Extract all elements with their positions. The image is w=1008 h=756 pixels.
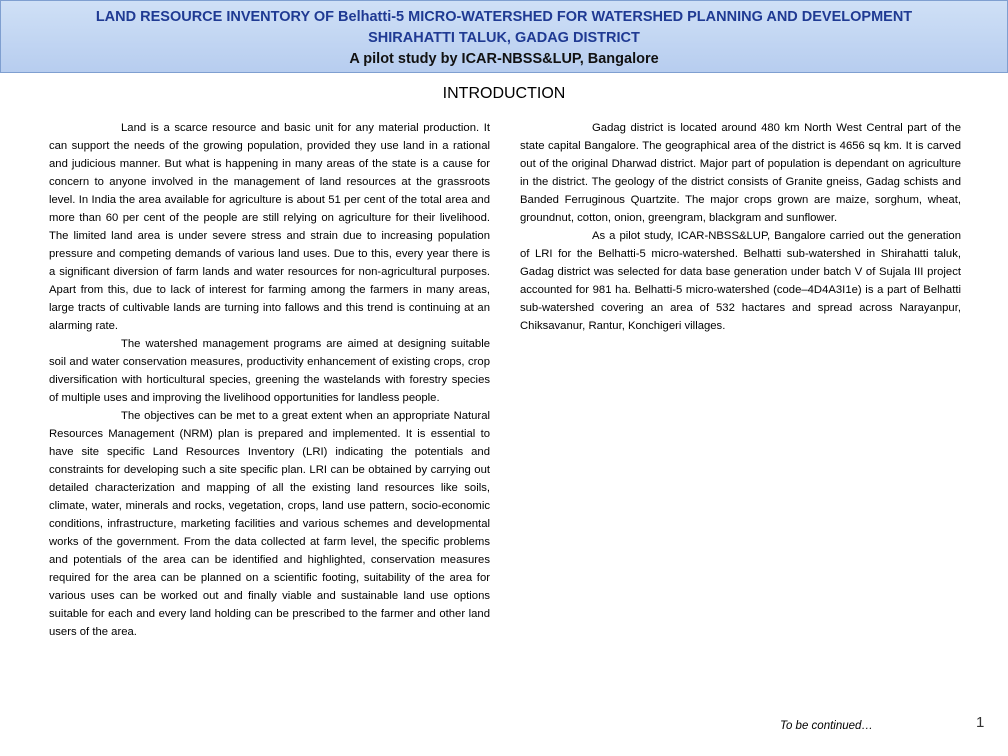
paragraph: The watershed management programs are aimed at designing suitable soil and water conservation measures, productivity enhancement of existing crops, crop diversification with horticultural species, greening the wastelands with forestry species of multiple uses and improving the livelihood opportunities for landless people.: [49, 338, 490, 404]
title-banner: [0, 0, 1008, 73]
document-title: LAND RESOURCE INVENTORY OF Belhatti-5 MICRO-WATERSHED FOR WATERSHED PLANNING AND DEVELOPMENT: [95, 9, 913, 25]
paragraph: As a pilot study, ICAR-NBSS&LUP, Bangalore carried out the generation of LRI for the Belhatti-5 micro-watershed. Belhatti sub-watershed in Shirahatti taluk, Gadag district was selected for data base generation under batch V of Sujala III project accounted for 981 ha. Belhatti-5 micro-watershed (code–4D4A3I1e) is a part of Belhatti sub-watershed covering an area of 532 hactares and spread across Narayanpur, Chiksavanur, Rantur, Konchigeri villages.: [520, 230, 961, 332]
location-subtitle: SHIRAHATTI TALUK, GADAG DISTRICT: [368, 30, 640, 46]
left-text-column: [49, 119, 490, 641]
paragraph: Gadag district is located around 480 km North West Central part of the state capital Bangalore. The geographical area of the district is 4656 sq km. It is carved out of the original Dharwad district. Major part of population is dependant on agriculture in the district. The geology of the district consists of Granite gneiss, Gadag schists and Banded Ferruginous Quartzite. The major crops grown are maize, sorghum, wheat, groundnut, cotton, onion, greengram, blackgram and sunflower.: [520, 122, 961, 224]
paragraph: Land is a scarce resource and basic unit for any material production. It can support the needs of the growing population, provided they use land in a rational and judicious manner. But what is happening in many areas of the state is a cause for concern to anyone involved in the management of land resources at the grassroots level. In India the area available for agriculture is about 51 per cent of the total area and more than 60 per cent of the people are still relying on agriculture for their livelihood. The limited land area is under severe stress and strain due to increasing population pressure and competing demands of various land uses. Due to this, every year there is a significant diversion of farm lands and water resources for non-agricultural purposes. Apart from this, due to lack of interest for farming among the farmers in many areas, large tracts of cultivable lands are turning into fallows and this trend is continuing at an alarming rate.: [49, 122, 490, 332]
right-text-column: [520, 119, 961, 335]
study-credit: A pilot study by ICAR-NBSS&LUP, Bangalore: [349, 51, 659, 67]
paragraph: The objectives can be met to a great extent when an appropriate Natural Resources Management (NRM) plan is prepared and implemented. It is essential to have site specific Land Resources Inventory (LRI) indicating the potentials and constraints for developing such a site specific plan. LRI can be obtained by carrying out detailed characterization and mapping of all the existing land resources like soils, climate, water, minerals and rocks, vegetation, crops, land use pattern, socio-economic conditions, infrastructure, marketing facilities and various schemes and developmental works of the government. From the data collected at farm level, the specific problems and potentials of the area can be identified and highlighted, conservation measures required for the area can be planned on a scientific footing, suitability of the area for various uses can be worked out and finally viable and sustainable land use options suitable for each and every land holding can be prescribed to the farmer and other land users of the area.: [49, 410, 490, 638]
continued-note: To be continued…: [780, 720, 873, 732]
page-number: 1: [976, 714, 985, 731]
section-title: INTRODUCTION: [442, 85, 566, 102]
